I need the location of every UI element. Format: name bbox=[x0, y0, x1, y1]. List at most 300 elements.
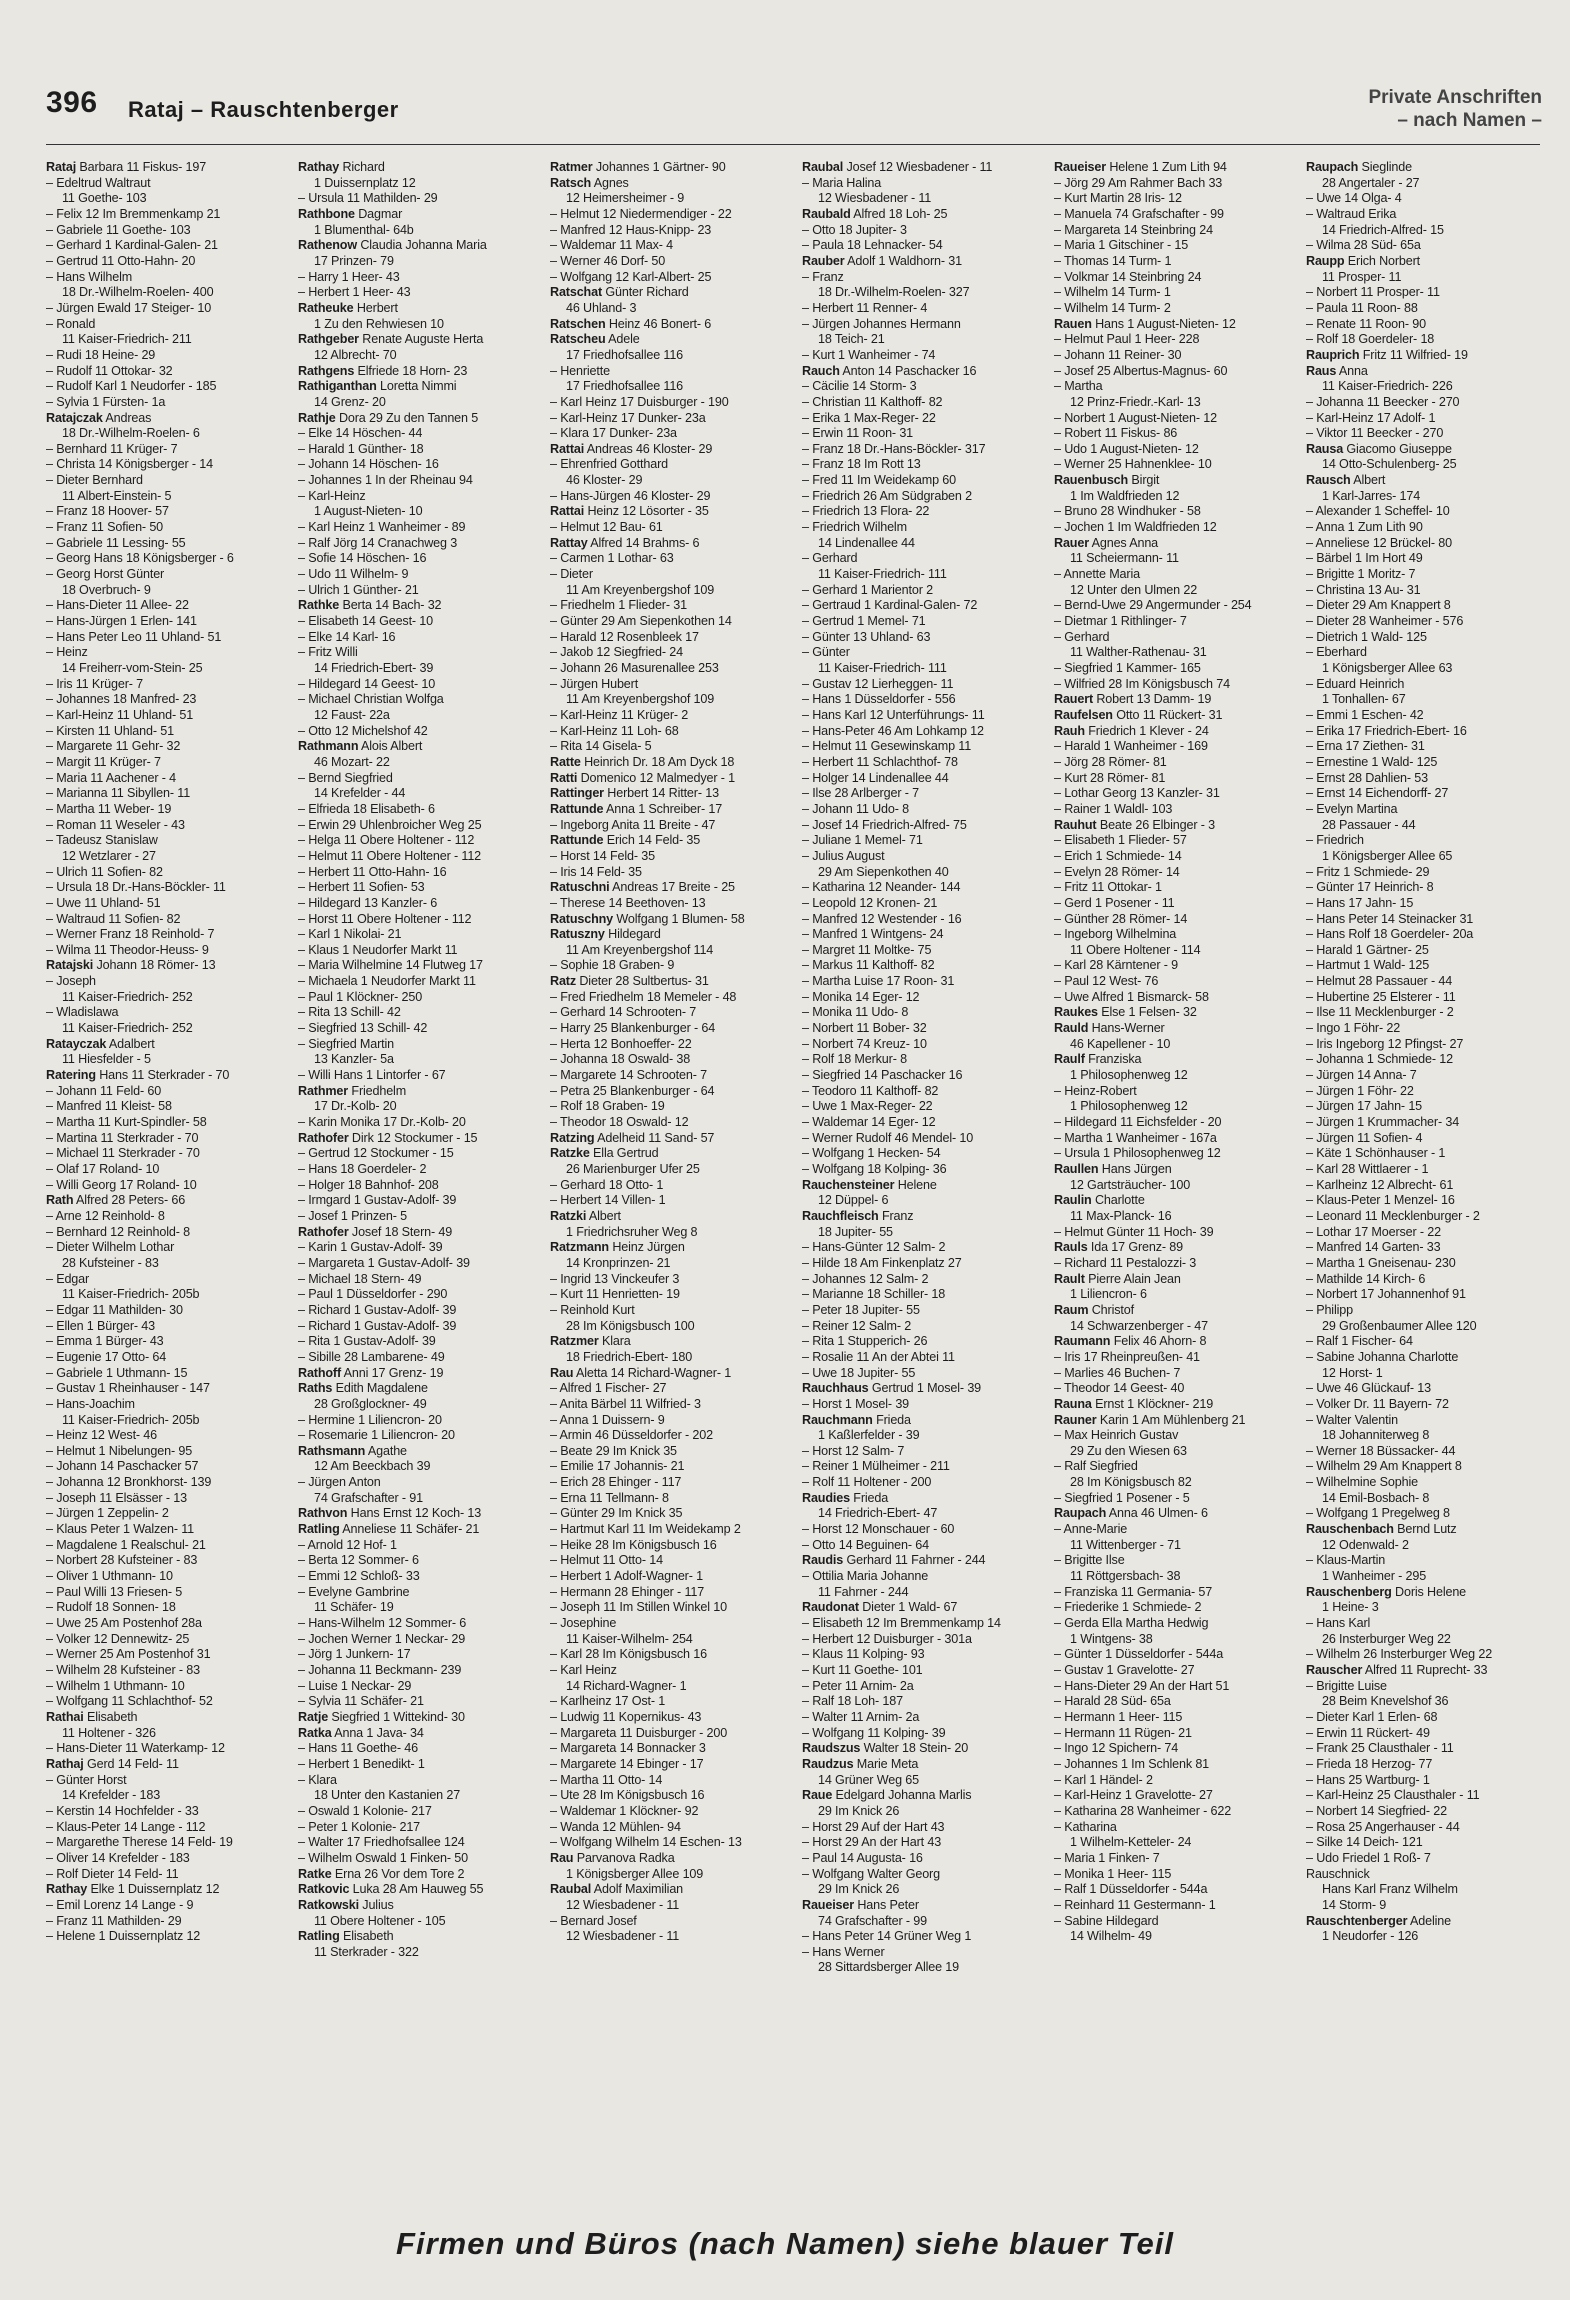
directory-entry: – Paul Willi 13 Friesen- 5 bbox=[46, 1584, 183, 1599]
directory-entry: – Hans 17 Jahn- 15 bbox=[1306, 895, 1414, 910]
directory-entry: – Ulrich 11 Sofien- 82 bbox=[46, 864, 163, 879]
directory-entry: 11 Fahrner - 244 bbox=[818, 1584, 909, 1599]
directory-entry: 14 Richard-Wagner- 1 bbox=[566, 1678, 687, 1693]
directory-entry: – Paul 1 Düsseldorfer - 290 bbox=[298, 1287, 448, 1302]
directory-entry: – Roman 11 Weseler - 43 bbox=[46, 817, 185, 832]
directory-entry: – Helmut 12 Niedermendiger - 22 bbox=[550, 206, 732, 221]
directory-entry: – Rolf 11 Holtener - 200 bbox=[802, 1475, 932, 1490]
directory-entry: – Ehrenfried Gotthard bbox=[550, 457, 668, 472]
directory-entry: – Franz 11 Sofien- 50 bbox=[46, 520, 164, 535]
directory-entry: – Wolfgang Walter Georg bbox=[802, 1866, 940, 1881]
directory-entry: – Norbert 11 Bober- 32 bbox=[802, 1021, 927, 1036]
directory-entry: Raudzus Marie Meta bbox=[802, 1756, 919, 1771]
directory-entry: – Iris 11 Krüger- 7 bbox=[46, 676, 144, 691]
directory-entry: – Udo 11 Wilhelm- 9 bbox=[298, 567, 409, 582]
directory-entry: – Margareta 1 Gustav-Adolf- 39 bbox=[298, 1255, 470, 1270]
directory-entry: Raths Edith Magdalene bbox=[298, 1381, 428, 1396]
directory-entry: – Willi Georg 17 Roland- 10 bbox=[46, 1177, 197, 1192]
directory-entry: – Dieter 29 Am Knappert 8 bbox=[1306, 598, 1451, 613]
directory-entry: – Ralf Siegfried bbox=[1054, 1459, 1138, 1474]
directory-entry: – Alfred 1 Fischer- 27 bbox=[550, 1381, 667, 1396]
directory-entry: Rathvon Hans Ernst 12 Koch- 13 bbox=[298, 1506, 482, 1521]
directory-entry: – Manuela 74 Grafschafter - 99 bbox=[1054, 206, 1224, 221]
directory-entry: – Jochen 1 Im Waldfrieden 12 bbox=[1054, 520, 1217, 535]
column-6 bbox=[1306, 160, 1540, 2212]
directory-entry: – Dieter Karl 1 Erlen- 68 bbox=[1306, 1709, 1438, 1724]
directory-entry: – Evelyn 28 Römer- 14 bbox=[1054, 864, 1180, 879]
directory-entry: – Oliver 1 Uthmann- 10 bbox=[46, 1569, 173, 1584]
directory-entry: Rattunde Erich 14 Feld- 35 bbox=[550, 833, 701, 848]
directory-entry: – Herta 12 Bonhoeffer- 22 bbox=[550, 1036, 692, 1051]
directory-entry: – Thomas 14 Turm- 1 bbox=[1054, 253, 1172, 268]
directory-entry: – Jochen Werner 1 Neckar- 29 bbox=[298, 1631, 466, 1646]
directory-entry: – Erwin 11 Roon- 31 bbox=[802, 426, 914, 441]
directory-entry: – Ellen 1 Bürger- 43 bbox=[46, 1318, 156, 1333]
directory-entry: – Hartmut Karl 11 Im Weidekamp 2 bbox=[550, 1522, 741, 1537]
directory-entry: – Ernst 28 Dahlien- 53 bbox=[1306, 770, 1429, 785]
directory-entry: – Silke 14 Deich- 121 bbox=[1306, 1835, 1423, 1850]
directory-entry: – Johann 11 Feld- 60 bbox=[46, 1083, 162, 1098]
directory-entry: – Martha 1 Wanheimer - 167a bbox=[1054, 1130, 1217, 1145]
directory-entry: – Martha 11 Weber- 19 bbox=[46, 801, 172, 816]
directory-entry: Rathai Elisabeth bbox=[46, 1709, 138, 1724]
directory-entry: 18 Teich- 21 bbox=[818, 332, 885, 347]
directory-entry: – Gerda Ella Martha Hedwig bbox=[1054, 1616, 1209, 1631]
directory-entry: – Richard 1 Gustav-Adolf- 39 bbox=[298, 1318, 457, 1333]
directory-entry: – Rita 13 Schill- 42 bbox=[298, 1005, 401, 1020]
directory-entry: – Erwin 11 Rückert- 49 bbox=[1306, 1725, 1430, 1740]
directory-entry: Rauschtenberger Adeline bbox=[1306, 1913, 1451, 1928]
directory-entry: – Helga 11 Obere Holtener - 112 bbox=[298, 833, 475, 848]
directory-entry: 11 Kaiser-Friedrich- 111 bbox=[818, 567, 947, 582]
directory-entry: Ratschen Heinz 46 Bonert- 6 bbox=[550, 316, 712, 331]
directory-entry: 1 Karl-Jarres- 174 bbox=[1322, 488, 1421, 503]
directory-entry: 14 Storm- 9 bbox=[1322, 1897, 1387, 1912]
directory-entry: – Rolf 18 Merkur- 8 bbox=[802, 1052, 907, 1067]
header-rule bbox=[46, 144, 1540, 145]
directory-entry: – Johannes 1 Im Schlenk 81 bbox=[1054, 1756, 1210, 1771]
directory-entry: – Manfred 11 Kleist- 58 bbox=[46, 1099, 172, 1114]
directory-entry: 11 Kaiser-Wilhelm- 254 bbox=[566, 1631, 693, 1646]
directory-entry: – Wilhelmine Sophie bbox=[1306, 1475, 1418, 1490]
directory-entry: – Karl 28 Wittlaerer - 1 bbox=[1306, 1162, 1429, 1176]
directory-entry: – Brigitte Ilse bbox=[1054, 1553, 1125, 1568]
directory-entry: – Gertraud 1 Kardinal-Galen- 72 bbox=[802, 598, 978, 613]
directory-entry: 14 Grenz- 20 bbox=[314, 394, 386, 409]
directory-entry: – Johanna 11 Beckmann- 239 bbox=[298, 1663, 462, 1677]
directory-entry: – Norbert 11 Prosper- 11 bbox=[1306, 285, 1440, 300]
directory-entry: – Helmut 12 Bau- 61 bbox=[550, 520, 663, 535]
directory-entry: Rauer Agnes Anna bbox=[1054, 535, 1159, 550]
directory-entry: – Gabriele 11 Goethe- 103 bbox=[46, 222, 191, 237]
directory-entry: – Gertrud 12 Stockumer - 15 bbox=[298, 1146, 454, 1161]
directory-entry: – Heinz bbox=[46, 645, 88, 660]
directory-entry: – Hans-Dieter 29 An der Hart 51 bbox=[1054, 1678, 1230, 1693]
directory-entry: – Jürgen Hubert bbox=[550, 676, 639, 691]
directory-entry: Rathoff Anni 17 Grenz- 19 bbox=[298, 1365, 444, 1380]
directory-entry: 11 Kaiser-Friedrich- 211 bbox=[62, 332, 192, 347]
directory-entry: – Christa 14 Königsberger - 14 bbox=[46, 457, 214, 472]
directory-entry: – Fritz Willi bbox=[298, 645, 358, 660]
directory-entry: – Reinhold Kurt bbox=[550, 1302, 635, 1317]
directory-entry: 29 Im Knick 26 bbox=[818, 1882, 900, 1897]
directory-entry: – Emilie 17 Johannis- 21 bbox=[550, 1459, 685, 1474]
directory-entry: – Martha 11 Otto- 14 bbox=[550, 1772, 663, 1787]
directory-entry: – Siegfried 1 Kammer- 165 bbox=[1054, 661, 1201, 675]
directory-entry: – Ingeborg Anita 11 Breite - 47 bbox=[550, 817, 716, 832]
directory-entry: – Eduard Heinrich bbox=[1306, 676, 1405, 691]
directory-entry: – Wolfgang 12 Karl-Albert- 25 bbox=[550, 269, 712, 284]
directory-entry: Rattinger Herbert 14 Ritter- 13 bbox=[550, 786, 719, 801]
directory-entry: Raum Christof bbox=[1054, 1302, 1134, 1317]
directory-entry: – Wolfgang 11 Kolping- 39 bbox=[802, 1725, 946, 1740]
directory-entry: – Dietrich 1 Wald- 125 bbox=[1306, 629, 1427, 644]
directory-entry: 74 Grafschafter - 91 bbox=[314, 1490, 423, 1505]
directory-entry: 28 Kufsteiner - 83 bbox=[62, 1255, 159, 1270]
directory-entry: – Hermine 1 Liliencron- 20 bbox=[298, 1412, 442, 1427]
directory-entry: – Uwe 18 Jupiter- 55 bbox=[802, 1365, 916, 1380]
directory-entry: Ratschat Günter Richard bbox=[550, 285, 689, 300]
directory-entry: – Günter Horst bbox=[46, 1772, 127, 1787]
directory-entry: 12 Unter den Ulmen 22 bbox=[1070, 582, 1198, 597]
directory-entry: Rauscher Alfred 11 Ruprecht- 33 bbox=[1306, 1663, 1488, 1677]
directory-entry: – Rudolf Karl 1 Neudorfer - 185 bbox=[46, 379, 217, 394]
directory-entry: – Hilde 18 Am Finkenplatz 27 bbox=[802, 1255, 962, 1270]
directory-entry: – Gerhard bbox=[802, 551, 858, 566]
directory-entry: – Werner 46 Dorf- 50 bbox=[550, 253, 666, 268]
directory-entry: 18 Friedrich-Ebert- 180 bbox=[566, 1349, 693, 1364]
directory-entry: – Jürgen Anton bbox=[298, 1475, 381, 1490]
directory-entry: – Richard 1 Gustav-Adolf- 39 bbox=[298, 1302, 457, 1317]
directory-entry: – Wilfried 28 Im Königsbusch 74 bbox=[1054, 676, 1230, 691]
directory-entry: Raudis Gerhard 11 Fahrner - 244 bbox=[802, 1553, 986, 1568]
directory-entry: – Therese 14 Beethoven- 13 bbox=[550, 895, 706, 910]
directory-entry: – Dieter bbox=[550, 567, 593, 582]
directory-entry: – Emmi 1 Eschen- 42 bbox=[1306, 707, 1424, 722]
directory-entry: Rathmann Alois Albert bbox=[298, 739, 423, 754]
directory-entry: – Reinhard 11 Gestermann- 1 bbox=[1054, 1897, 1216, 1912]
directory-entry: – Werner 25 Am Postenhof 31 bbox=[46, 1647, 211, 1662]
directory-entry: Rauber Adolf 1 Waldhorn- 31 bbox=[802, 253, 962, 268]
directory-entry: – Helmut 11 Obere Holtener - 112 bbox=[298, 848, 482, 863]
directory-entry: 11 Hiesfelder - 5 bbox=[62, 1052, 151, 1067]
directory-entry: – Evelyn Martina bbox=[1306, 801, 1398, 816]
directory-entry: – Werner Rudolf 46 Mendel- 10 bbox=[802, 1130, 974, 1145]
directory-entry: – Karl-Heinz 1 Gravelotte- 27 bbox=[1054, 1788, 1213, 1803]
directory-entry: – Brigitte 1 Moritz- 7 bbox=[1306, 567, 1416, 582]
directory-entry: 12 Gartsträucher- 100 bbox=[1070, 1177, 1191, 1192]
directory-entry: – Oswald 1 Kolonie- 217 bbox=[298, 1803, 432, 1818]
directory-entry: – Friedrich Wilhelm bbox=[802, 520, 907, 535]
page-number: 396 bbox=[46, 86, 98, 119]
directory-entry: – Harald 12 Rosenbleek 17 bbox=[550, 629, 699, 644]
directory-entry: – Sylvia 11 Schäfer- 21 bbox=[298, 1694, 424, 1709]
directory-entry: – Iris Ingeborg 12 Pfingst- 27 bbox=[1306, 1036, 1464, 1051]
directory-entry: – Sofie 14 Höschen- 16 bbox=[298, 551, 427, 566]
directory-entry: – Elke 14 Karl- 16 bbox=[298, 629, 396, 644]
directory-entry: – Ursula 18 Dr.-Hans-Böckler- 11 bbox=[46, 880, 226, 895]
directory-entry: – Elisabeth 12 Im Bremmenkamp 14 bbox=[802, 1616, 1001, 1631]
directory-entry: 1 Königsberger Allee 63 bbox=[1322, 661, 1453, 675]
directory-entry: Rattunde Anna 1 Schreiber- 17 bbox=[550, 801, 723, 816]
directory-entry: 12 Wetzlarer - 27 bbox=[62, 848, 156, 863]
directory-entry: Rauner Karin 1 Am Mühlenberg 21 bbox=[1054, 1412, 1246, 1427]
directory-entry: – Ingeborg Wilhelmina bbox=[1054, 927, 1177, 942]
column-5 bbox=[1054, 160, 1290, 2212]
directory-entry: – Erna 11 Tellmann- 8 bbox=[550, 1490, 669, 1505]
directory-entry: – Uwe 14 Olga- 4 bbox=[1306, 191, 1402, 206]
directory-entry: – Klaus-Peter 14 Lange - 112 bbox=[46, 1819, 206, 1834]
directory-entry: – Wladislawa bbox=[46, 1005, 119, 1020]
directory-entry: – Josef 14 Friedrich-Alfred- 75 bbox=[802, 817, 967, 832]
column-2 bbox=[298, 160, 534, 2212]
directory-entry: 12 Wiesbadener - 11 bbox=[566, 1897, 680, 1912]
directory-entry: 11 Kaiser-Friedrich- 111 bbox=[818, 661, 947, 675]
directory-entry: 18 Unter den Kastanien 27 bbox=[314, 1788, 461, 1803]
directory-entry: – Willi Hans 1 Lintorfer - 67 bbox=[298, 1068, 446, 1083]
directory-entry: – Hans-Peter 46 Am Lohkamp 12 bbox=[802, 723, 984, 738]
directory-entry: – Karl-Heinz 25 Clausthaler - 11 bbox=[1306, 1788, 1480, 1803]
directory-entry: 17 Dr.-Kolb- 20 bbox=[314, 1099, 397, 1114]
directory-entry: 11 Kaiser-Friedrich- 252 bbox=[62, 989, 193, 1004]
directory-entry: – Uwe 1 Max-Reger- 22 bbox=[802, 1099, 933, 1114]
section-title bbox=[1368, 86, 1542, 132]
directory-entry: – Emil Lorenz 14 Lange - 9 bbox=[46, 1897, 194, 1912]
directory-entry: – Eberhard bbox=[1306, 645, 1367, 660]
page-header bbox=[46, 86, 1542, 144]
directory-entry: 46 Kapellener - 10 bbox=[1070, 1036, 1171, 1051]
directory-entry: – Bernard Josef bbox=[550, 1913, 637, 1928]
directory-entry: – Sabine Johanna Charlotte bbox=[1306, 1349, 1459, 1364]
directory-entry: – Petra 25 Blankenburger - 64 bbox=[550, 1083, 715, 1098]
directory-entry: – Wolfgang 18 Kolping- 36 bbox=[802, 1162, 947, 1176]
directory-entry: – Karl-Heinz 17 Dunker- 23a bbox=[550, 410, 706, 425]
directory-entry: – Jürgen Johannes Hermann bbox=[802, 316, 961, 331]
directory-entry: – Wolfgang 1 Hecken- 54 bbox=[802, 1146, 941, 1161]
directory-entry: – Elke 14 Höschen- 44 bbox=[298, 426, 423, 441]
directory-entry: – Wolfgang 1 Pregelweg 8 bbox=[1306, 1506, 1450, 1521]
directory-entry: – Norbert 28 Kufsteiner - 83 bbox=[46, 1553, 198, 1568]
directory-entry: – Juliane 1 Memel- 71 bbox=[802, 833, 923, 848]
directory-entry: – Lothar Georg 13 Kanzler- 31 bbox=[1054, 786, 1220, 801]
directory-entry: – Iris 14 Feld- 35 bbox=[550, 864, 642, 879]
directory-entry: 11 Am Kreyenbergshof 109 bbox=[566, 692, 715, 707]
directory-entry: 12 Prinz-Friedr.-Karl- 13 bbox=[1070, 394, 1201, 409]
directory-entry: Rathay Elke 1 Duissernplatz 12 bbox=[46, 1882, 220, 1897]
directory-entry: – Anna 1 Duissern- 9 bbox=[550, 1412, 665, 1427]
directory-entry: – Klara 17 Dunker- 23a bbox=[550, 426, 677, 441]
directory-entry: – Jürgen 1 Föhr- 22 bbox=[1306, 1083, 1414, 1098]
directory-entry: – Dieter Wilhelm Lothar bbox=[46, 1240, 175, 1255]
directory-entry: Rauenbusch Birgit bbox=[1054, 473, 1160, 488]
directory-entry: Rathiganthan Loretta Nimmi bbox=[298, 379, 457, 394]
directory-entry: Ratzki Albert bbox=[550, 1208, 621, 1223]
directory-entry: – Hildegard 14 Geest- 10 bbox=[298, 676, 436, 691]
directory-entry: Raudonat Dieter 1 Wald- 67 bbox=[802, 1600, 958, 1615]
directory-entry: Raumann Felix 46 Ahorn- 8 bbox=[1054, 1334, 1207, 1349]
directory-entry: – Hans 11 Goethe- 46 bbox=[298, 1741, 418, 1756]
directory-entry: 26 Insterburger Weg 22 bbox=[1322, 1631, 1451, 1646]
directory-entry: 1 Im Waldfrieden 12 bbox=[1070, 488, 1180, 503]
directory-entry: – Paul 14 Augusta- 16 bbox=[802, 1850, 923, 1865]
directory-entry: 1 Neudorfer - 126 bbox=[1322, 1929, 1419, 1944]
directory-entry: – Rolf Dieter 14 Feld- 11 bbox=[46, 1866, 179, 1881]
directory-entry: – Werner 25 Hahnenklee- 10 bbox=[1054, 457, 1212, 472]
directory-entry: – Luise 1 Neckar- 29 bbox=[298, 1678, 412, 1693]
directory-entry: 1 Heine- 3 bbox=[1322, 1600, 1379, 1615]
directory-entry: 29 Zu den Wiesen 63 bbox=[1070, 1443, 1187, 1458]
directory-entry: – Elisabeth 14 Geest- 10 bbox=[298, 614, 434, 629]
directory-entry: 11 Röttgersbach- 38 bbox=[1070, 1569, 1181, 1584]
directory-entry: Rau Parvanova Radka bbox=[550, 1850, 675, 1865]
directory-entry: – Hans Peter Leo 11 Uhland- 51 bbox=[46, 629, 222, 644]
directory-entry: 46 Mozart- 22 bbox=[314, 754, 390, 769]
directory-entry: 74 Grafschafter - 99 bbox=[818, 1913, 927, 1928]
directory-entry: – Klara bbox=[298, 1772, 337, 1787]
directory-entry: – Wilhelm Oswald 1 Finken- 50 bbox=[298, 1850, 468, 1865]
directory-entry: – Peter 1 Kolonie- 217 bbox=[298, 1819, 421, 1834]
directory-entry: – Herbert 1 Adolf-Wagner- 1 bbox=[550, 1569, 703, 1584]
directory-entry: – Katharina bbox=[1054, 1819, 1117, 1834]
directory-entry: – Bernd-Uwe 29 Angermunder - 254 bbox=[1054, 598, 1252, 613]
directory-entry: 28 Im Königsbusch 82 bbox=[1070, 1475, 1192, 1490]
directory-entry: – Gabriele 11 Lessing- 55 bbox=[46, 535, 186, 550]
directory-entry: – Martha Luise 17 Roon- 31 bbox=[802, 974, 955, 989]
directory-entry: – Katharina 12 Neander- 144 bbox=[802, 880, 961, 895]
directory-entry: – Jörg 1 Junkern- 17 bbox=[298, 1647, 411, 1662]
directory-entry: – Walter Valentin bbox=[1306, 1412, 1398, 1427]
directory-entry: – Ralf 1 Fischer- 64 bbox=[1306, 1334, 1413, 1349]
directory-entry: – Norbert 17 Johannenhof 91 bbox=[1306, 1287, 1466, 1302]
directory-entry: 14 Krefelder - 44 bbox=[314, 786, 406, 801]
directory-entry: – Leopold 12 Kronen- 21 bbox=[802, 895, 938, 910]
directory-entry: Rathje Dora 29 Zu den Tannen 5 bbox=[298, 410, 479, 425]
directory-entry: – Theodor 18 Oswald- 12 bbox=[550, 1115, 689, 1130]
directory-entry: 11 Walther-Rathenau- 31 bbox=[1070, 645, 1207, 660]
directory-entry: – Klaus-Peter 1 Menzel- 16 bbox=[1306, 1193, 1455, 1208]
directory-entry: 12 Am Beeckbach 39 bbox=[314, 1459, 431, 1474]
directory-entry: – Margarete 14 Ebinger - 17 bbox=[550, 1756, 704, 1771]
directory-entry: – Siegfried 1 Posener - 5 bbox=[1054, 1490, 1190, 1505]
directory-entry: – Rosa 25 Angerhauser - 44 bbox=[1306, 1819, 1460, 1834]
directory-entry: – Henriette bbox=[550, 363, 610, 378]
directory-entry: 11 Goethe- 103 bbox=[62, 191, 147, 206]
directory-entry: – Christian 11 Kalthoff- 82 bbox=[802, 394, 943, 409]
directory-entry: 14 Lindenallee 44 bbox=[818, 535, 915, 550]
directory-entry: – Margarete 14 Schrooten- 7 bbox=[550, 1068, 707, 1083]
directory-entry: – Helmut 28 Passauer - 44 bbox=[1306, 974, 1453, 989]
directory-entry: 1 Blumenthal- 64b bbox=[314, 222, 414, 237]
directory-entry: – Ernst 14 Eichendorff- 27 bbox=[1306, 786, 1449, 801]
directory-entry: – Gerhard 14 Schrooten- 7 bbox=[550, 1005, 697, 1020]
directory-entry: – Martha 1 Gneisenau- 230 bbox=[1306, 1255, 1456, 1270]
directory-entry: Ratkovic Luka 28 Am Hauweg 55 bbox=[298, 1882, 484, 1897]
directory-entry: – Johannes 18 Manfred- 23 bbox=[46, 692, 197, 707]
directory-entry: – Kirsten 11 Uhland- 51 bbox=[46, 723, 174, 738]
directory-entry: Ratayczak Adalbert bbox=[46, 1036, 155, 1051]
directory-entry: 12 Wiesbadener - 11 bbox=[566, 1929, 680, 1944]
directory-entry: – Marianne 18 Schiller- 18 bbox=[802, 1287, 946, 1302]
directory-entry: – Gerhard 18 Otto- 1 bbox=[550, 1177, 664, 1192]
directory-entry: – Hans Rolf 18 Goerdeler- 20a bbox=[1306, 927, 1474, 942]
directory-entry: Hans Karl Franz Wilhelm bbox=[1322, 1882, 1458, 1897]
directory-entry: 17 Prinzen- 79 bbox=[314, 253, 394, 268]
directory-entry: – Hubertine 25 Elsterer - 11 bbox=[1306, 989, 1456, 1004]
directory-entry: – Edgar 11 Mathilden- 30 bbox=[46, 1302, 183, 1317]
directory-entry: – Ottilia Maria Johanne bbox=[802, 1569, 929, 1584]
directory-entry: Raudies Frieda bbox=[802, 1490, 889, 1505]
directory-entry: Raulin Charlotte bbox=[1054, 1193, 1145, 1208]
directory-entry: Raupp Erich Norbert bbox=[1306, 253, 1421, 268]
directory-entry: – Karl-Heinz 11 Uhland- 51 bbox=[46, 707, 194, 722]
directory-entry: – Siegfried 13 Schill- 42 bbox=[298, 1021, 428, 1036]
directory-entry: Ratajczak Andreas bbox=[46, 410, 152, 425]
directory-entry: – Gustav 1 Rheinhauser - 147 bbox=[46, 1381, 210, 1396]
directory-entry: – Beate 29 Im Knick 35 bbox=[550, 1443, 677, 1458]
directory-entry: – Wilhelm 14 Turm- 1 bbox=[1054, 285, 1171, 300]
directory-entry: 28 Im Königsbusch 100 bbox=[566, 1318, 695, 1333]
directory-entry: Ratke Erna 26 Vor dem Tore 2 bbox=[298, 1866, 465, 1881]
directory-entry: Raupach Sieglinde bbox=[1306, 160, 1412, 174]
directory-entry: – Mathilde 14 Kirch- 6 bbox=[1306, 1271, 1426, 1286]
directory-entry: Rauna Ernst 1 Klöckner- 219 bbox=[1054, 1396, 1214, 1411]
directory-entry: Ratz Dieter 28 Sultbertus- 31 bbox=[550, 974, 709, 989]
directory-entry: Ratling Elisabeth bbox=[298, 1929, 394, 1944]
directory-entry: – Edeltrud Waltraut bbox=[46, 175, 151, 190]
directory-entry: – Hans Wilhelm bbox=[46, 269, 133, 284]
directory-entry: – Fred Friedhelm 18 Memeler - 48 bbox=[550, 989, 737, 1004]
directory-entry: – Franziska 11 Germania- 57 bbox=[1054, 1584, 1213, 1599]
directory-entry: Rauschenbach Bernd Lutz bbox=[1306, 1522, 1457, 1537]
directory-entry: 28 Sittardsberger Allee 19 bbox=[818, 1960, 960, 1975]
directory-entry: – Johannes 1 In der Rheinau 94 bbox=[298, 473, 473, 488]
directory-entry: – Ralf 18 Loh- 187 bbox=[802, 1694, 903, 1709]
directory-entry: Rathaj Gerd 14 Feld- 11 bbox=[46, 1756, 179, 1771]
directory-entry: Ratscheu Adele bbox=[550, 332, 640, 347]
directory-entry: – Margareta 14 Bonnacker 3 bbox=[550, 1741, 706, 1756]
directory-entry: – Siegfried 14 Paschacker 16 bbox=[802, 1068, 963, 1083]
directory-entry: – Ursula 1 Philosophenweg 12 bbox=[1054, 1146, 1221, 1161]
directory-entry: – Ernestine 1 Wald- 125 bbox=[1306, 754, 1438, 769]
directory-entry: Rauprich Fritz 11 Wilfried- 19 bbox=[1306, 347, 1468, 362]
directory-entry: Raubald Alfred 18 Loh- 25 bbox=[802, 206, 948, 221]
directory-entry: – Johanna 1 Schmiede- 12 bbox=[1306, 1052, 1453, 1067]
directory-entry: – Felix 12 Im Bremmenkamp 21 bbox=[46, 206, 221, 221]
directory-entry: 12 Horst- 1 bbox=[1322, 1365, 1383, 1380]
section-title-line-1: Private Anschriften bbox=[1368, 87, 1542, 108]
directory-entry: – Wilhelm 14 Turm- 2 bbox=[1054, 300, 1171, 315]
directory-entry: Rauchmann Frieda bbox=[802, 1412, 911, 1427]
directory-entry: 18 Overbruch- 9 bbox=[62, 582, 151, 597]
directory-entry: – Volker 12 Dennewitz- 25 bbox=[46, 1631, 190, 1646]
directory-entry: – Karin 1 Gustav-Adolf- 39 bbox=[298, 1240, 443, 1255]
directory-entry: – Gustav 1 Gravelotte- 27 bbox=[1054, 1663, 1195, 1677]
directory-entry: – Johannes 12 Salm- 2 bbox=[802, 1271, 929, 1286]
directory-entry: – Jürgen 11 Sofien- 4 bbox=[1306, 1130, 1423, 1145]
directory-entry: – Rita 1 Gustav-Adolf- 39 bbox=[298, 1334, 436, 1349]
directory-entry: Raupach Anna 46 Ulmen- 6 bbox=[1054, 1506, 1208, 1521]
directory-entry: – Franz 11 Mathilden- 29 bbox=[46, 1913, 182, 1928]
directory-entry: – Karl-Heinz 11 Loh- 68 bbox=[550, 723, 679, 738]
directory-entry: – Hans-Jürgen 46 Kloster- 29 bbox=[550, 488, 711, 503]
directory-entry: – Wanda 12 Mühlen- 94 bbox=[550, 1819, 681, 1834]
directory-entry: – Anne-Marie bbox=[1054, 1522, 1128, 1537]
directory-entry: – Hermann 1 Heer- 115 bbox=[1054, 1709, 1183, 1724]
directory-entry: – Theodor 14 Geest- 40 bbox=[1054, 1381, 1185, 1396]
directory-entry: – Wilma 11 Theodor-Heuss- 9 bbox=[46, 942, 209, 957]
directory-entry: – Olaf 17 Roland- 10 bbox=[46, 1162, 160, 1176]
directory-entry: – Karl Heinz 17 Duisburger - 190 bbox=[550, 394, 729, 409]
